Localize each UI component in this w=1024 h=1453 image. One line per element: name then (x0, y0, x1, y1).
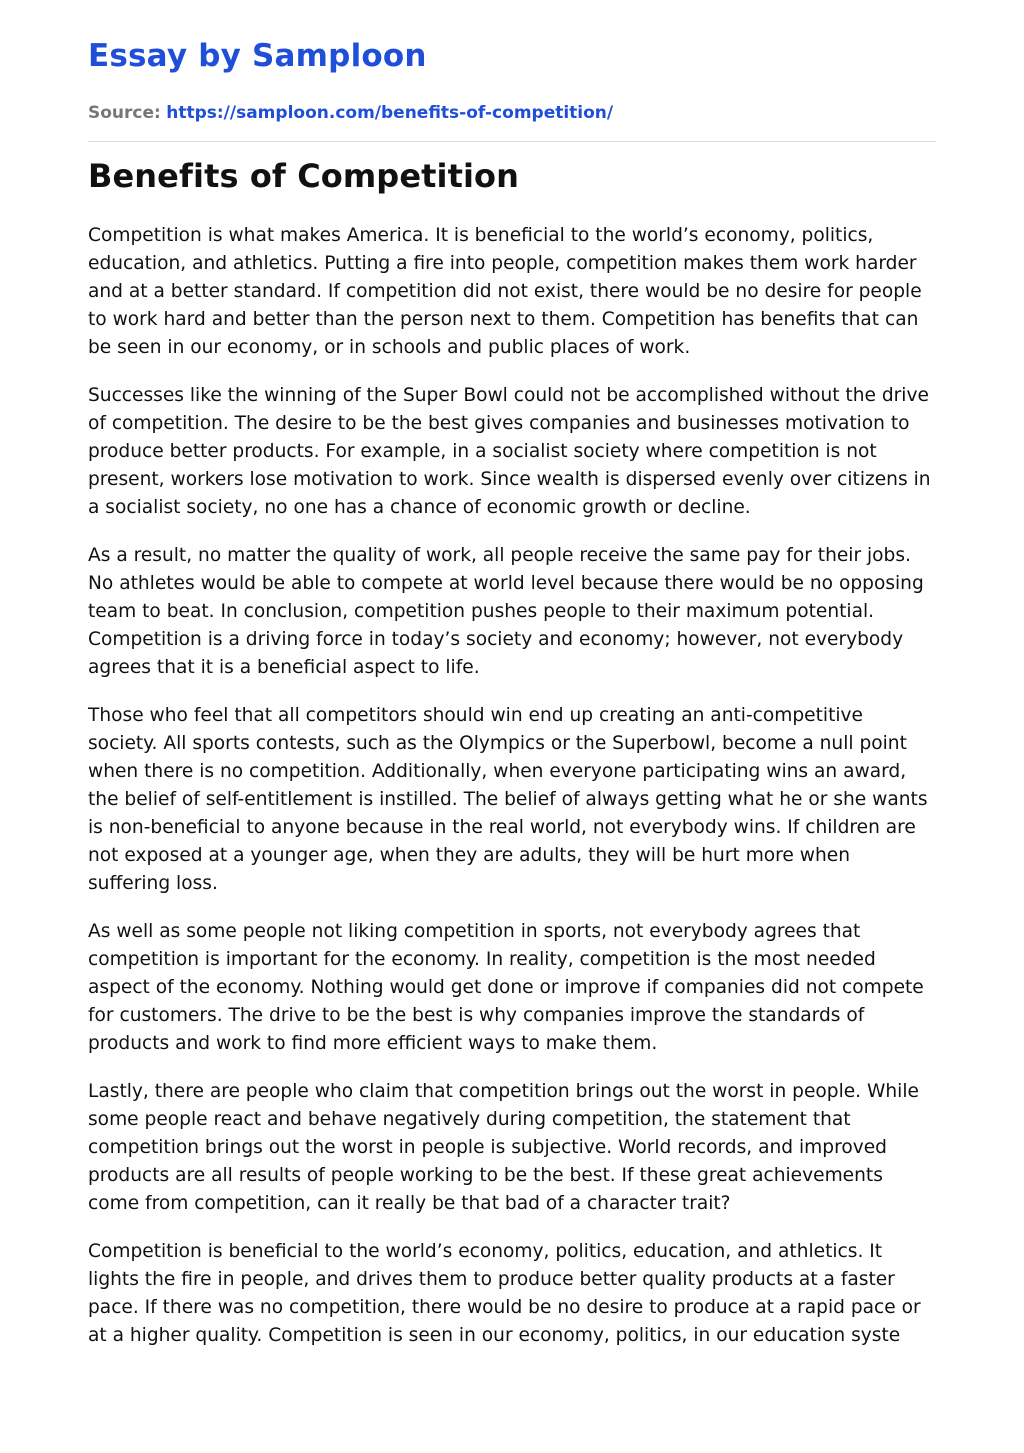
paragraph: Lastly, there are people who claim that competition brings out the worst in people. While some people react and behave negatively during competition, the statement that competition brings out the worst in people is subjective. World records, and improved products are all results of people working to be the best. If these great achievements come from competition, can it really be that bad of a character trait? (88, 1081, 919, 1214)
site-brand-title: Essay by Samploon (88, 38, 427, 74)
paragraph: As a result, no matter the quality of work, all people receive the same pay for their jobs. No athletes would be able to compete at world level because there would be no opposing team to beat. In conclusion, competition pushes people to their maximum potential. Competition is a driving force in today’s society and economy; however, not everybody agrees that it is a beneficial aspect to life. (88, 545, 924, 678)
paragraph: Competition is what makes America. It is beneficial to the world’s economy, politics, education, and athletics. Putting a fire into people, competition makes them work harder and at a better standard. If competition did not exist, there would be no desire for people to work hard and better than the person next to them. Competition has benefits that can be seen in our economy, or in schools and public places of work. (88, 225, 922, 358)
article-body (88, 222, 936, 1370)
paragraph: Successes like the winning of the Super Bowl could not be accomplished without the drive of competition. The desire to be the best gives companies and businesses motivation to produce better products. For example, in a socialist society where competition is not present, workers lose motivation to work. Since wealth is dispersed evenly over citizens in a socialist society, no one has a chance of economic growth or decline. (88, 385, 931, 518)
source-link[interactable]: https://samploon.com/benefits-of-competition/ (166, 103, 614, 123)
paragraph: Those who feel that all competitors should win end up creating an anti-competitive society. All sports contests, such as the Olympics or the Superbowl, become a null point when there is no competition. Additionally, when everyone participating wins an award, the belief of self-entitlement is instilled. The belief of always getting what he or she wants is non-beneficial to anyone because in the real world, not everybody wins. If children are not exposed at a younger age, when they are adults, they will be hurt more when suffering loss. (88, 705, 928, 894)
source-line (88, 102, 613, 124)
paragraph: Competition is beneficial to the world’s economy, politics, education, and athletics. It lights the fire in people, and drives them to produce better quality products at a faster pace. If there was no competition, there would be no desire to produce at a rapid pace or at a higher quality. Competition is seen in our economy, politics, in our education syste (88, 1241, 921, 1346)
source-label: Source: (88, 103, 161, 123)
header-divider (88, 141, 936, 142)
paragraph: As well as some people not liking competition in sports, not everybody agrees that competition is important for the economy. In reality, competition is the most needed aspect of the economy. Nothing would get done or improve if companies did not compete for customers. The drive to be the best is why companies improve the standards of products and work to find more efficient ways to make them. (88, 921, 924, 1054)
article-title: Benefits of Competition (88, 157, 520, 195)
